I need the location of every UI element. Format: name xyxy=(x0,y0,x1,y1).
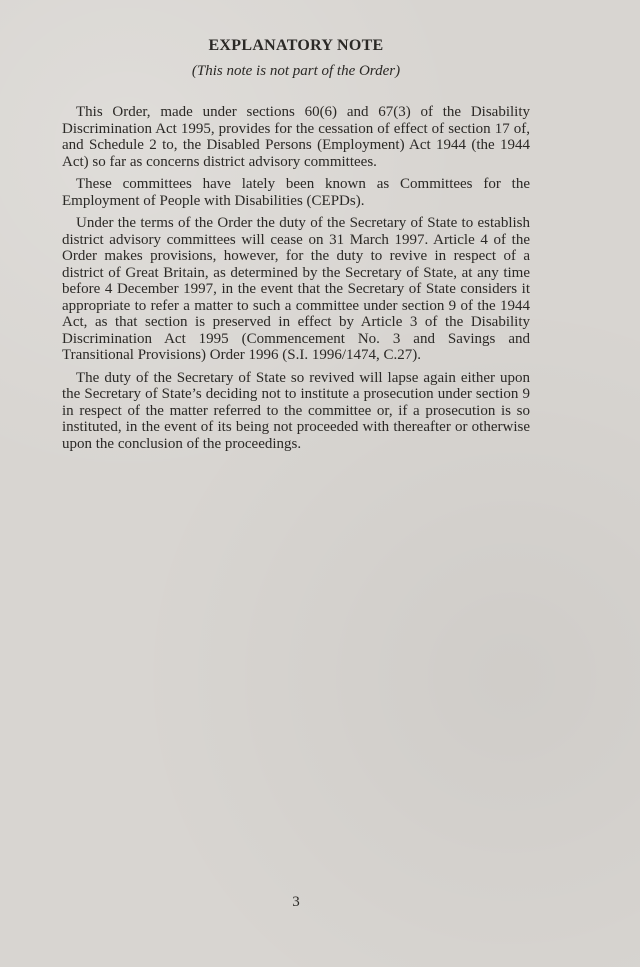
paragraph-2: These committees have lately been known as Committees for the Employment of People with Disabilities (CEPDs). xyxy=(62,176,530,209)
paragraph-4: The duty of the Secretary of State so revived will lapse again either upon the Secretary of State’s deciding not to institute a prosecution under section 9 in respect of the matter referred to the committee or, if a prosecution is so instituted, in the event of its being not proceeded with thereafter or otherwise upon the conclusion of the proceedings. xyxy=(62,369,530,452)
explanatory-note-body xyxy=(62,104,530,458)
page-title: EXPLANATORY NOTE xyxy=(208,37,384,54)
page-number: 3 xyxy=(292,894,300,910)
paragraph-3: Under the terms of the Order the duty of the Secretary of State to establish district advisory committees will cease on 31 March 1997. Article 4 of the Order makes provisions, however, for the duty to revive in respect of a district of Great Britain, as determined by the Secretary of State, at any time before 4 December 1997, in the event that the Secretary of State considers it appropriate to refer a matter to such a committee under section 9 of the 1944 Act, as that section is preserved in effect by Article 3 of the Disability Discrimination Act 1995 (Commencement No. 3 and Savings and Transitional Provisions) Order 1996 (S.I. 1996/1474, C.27). xyxy=(62,215,530,363)
paragraph-1: This Order, made under sections 60(6) and 67(3) of the Disability Discrimination Act 1995, provides for the cessation of effect of section 17 of, and Schedule 2 to, the Disabled Persons (Employment) Act 1944 (the 1944 Act) so far as concerns district advisory committees. xyxy=(62,104,530,170)
explanatory-note-header xyxy=(0,36,592,81)
page-subtitle: (This note is not part of the Order) xyxy=(191,63,401,79)
